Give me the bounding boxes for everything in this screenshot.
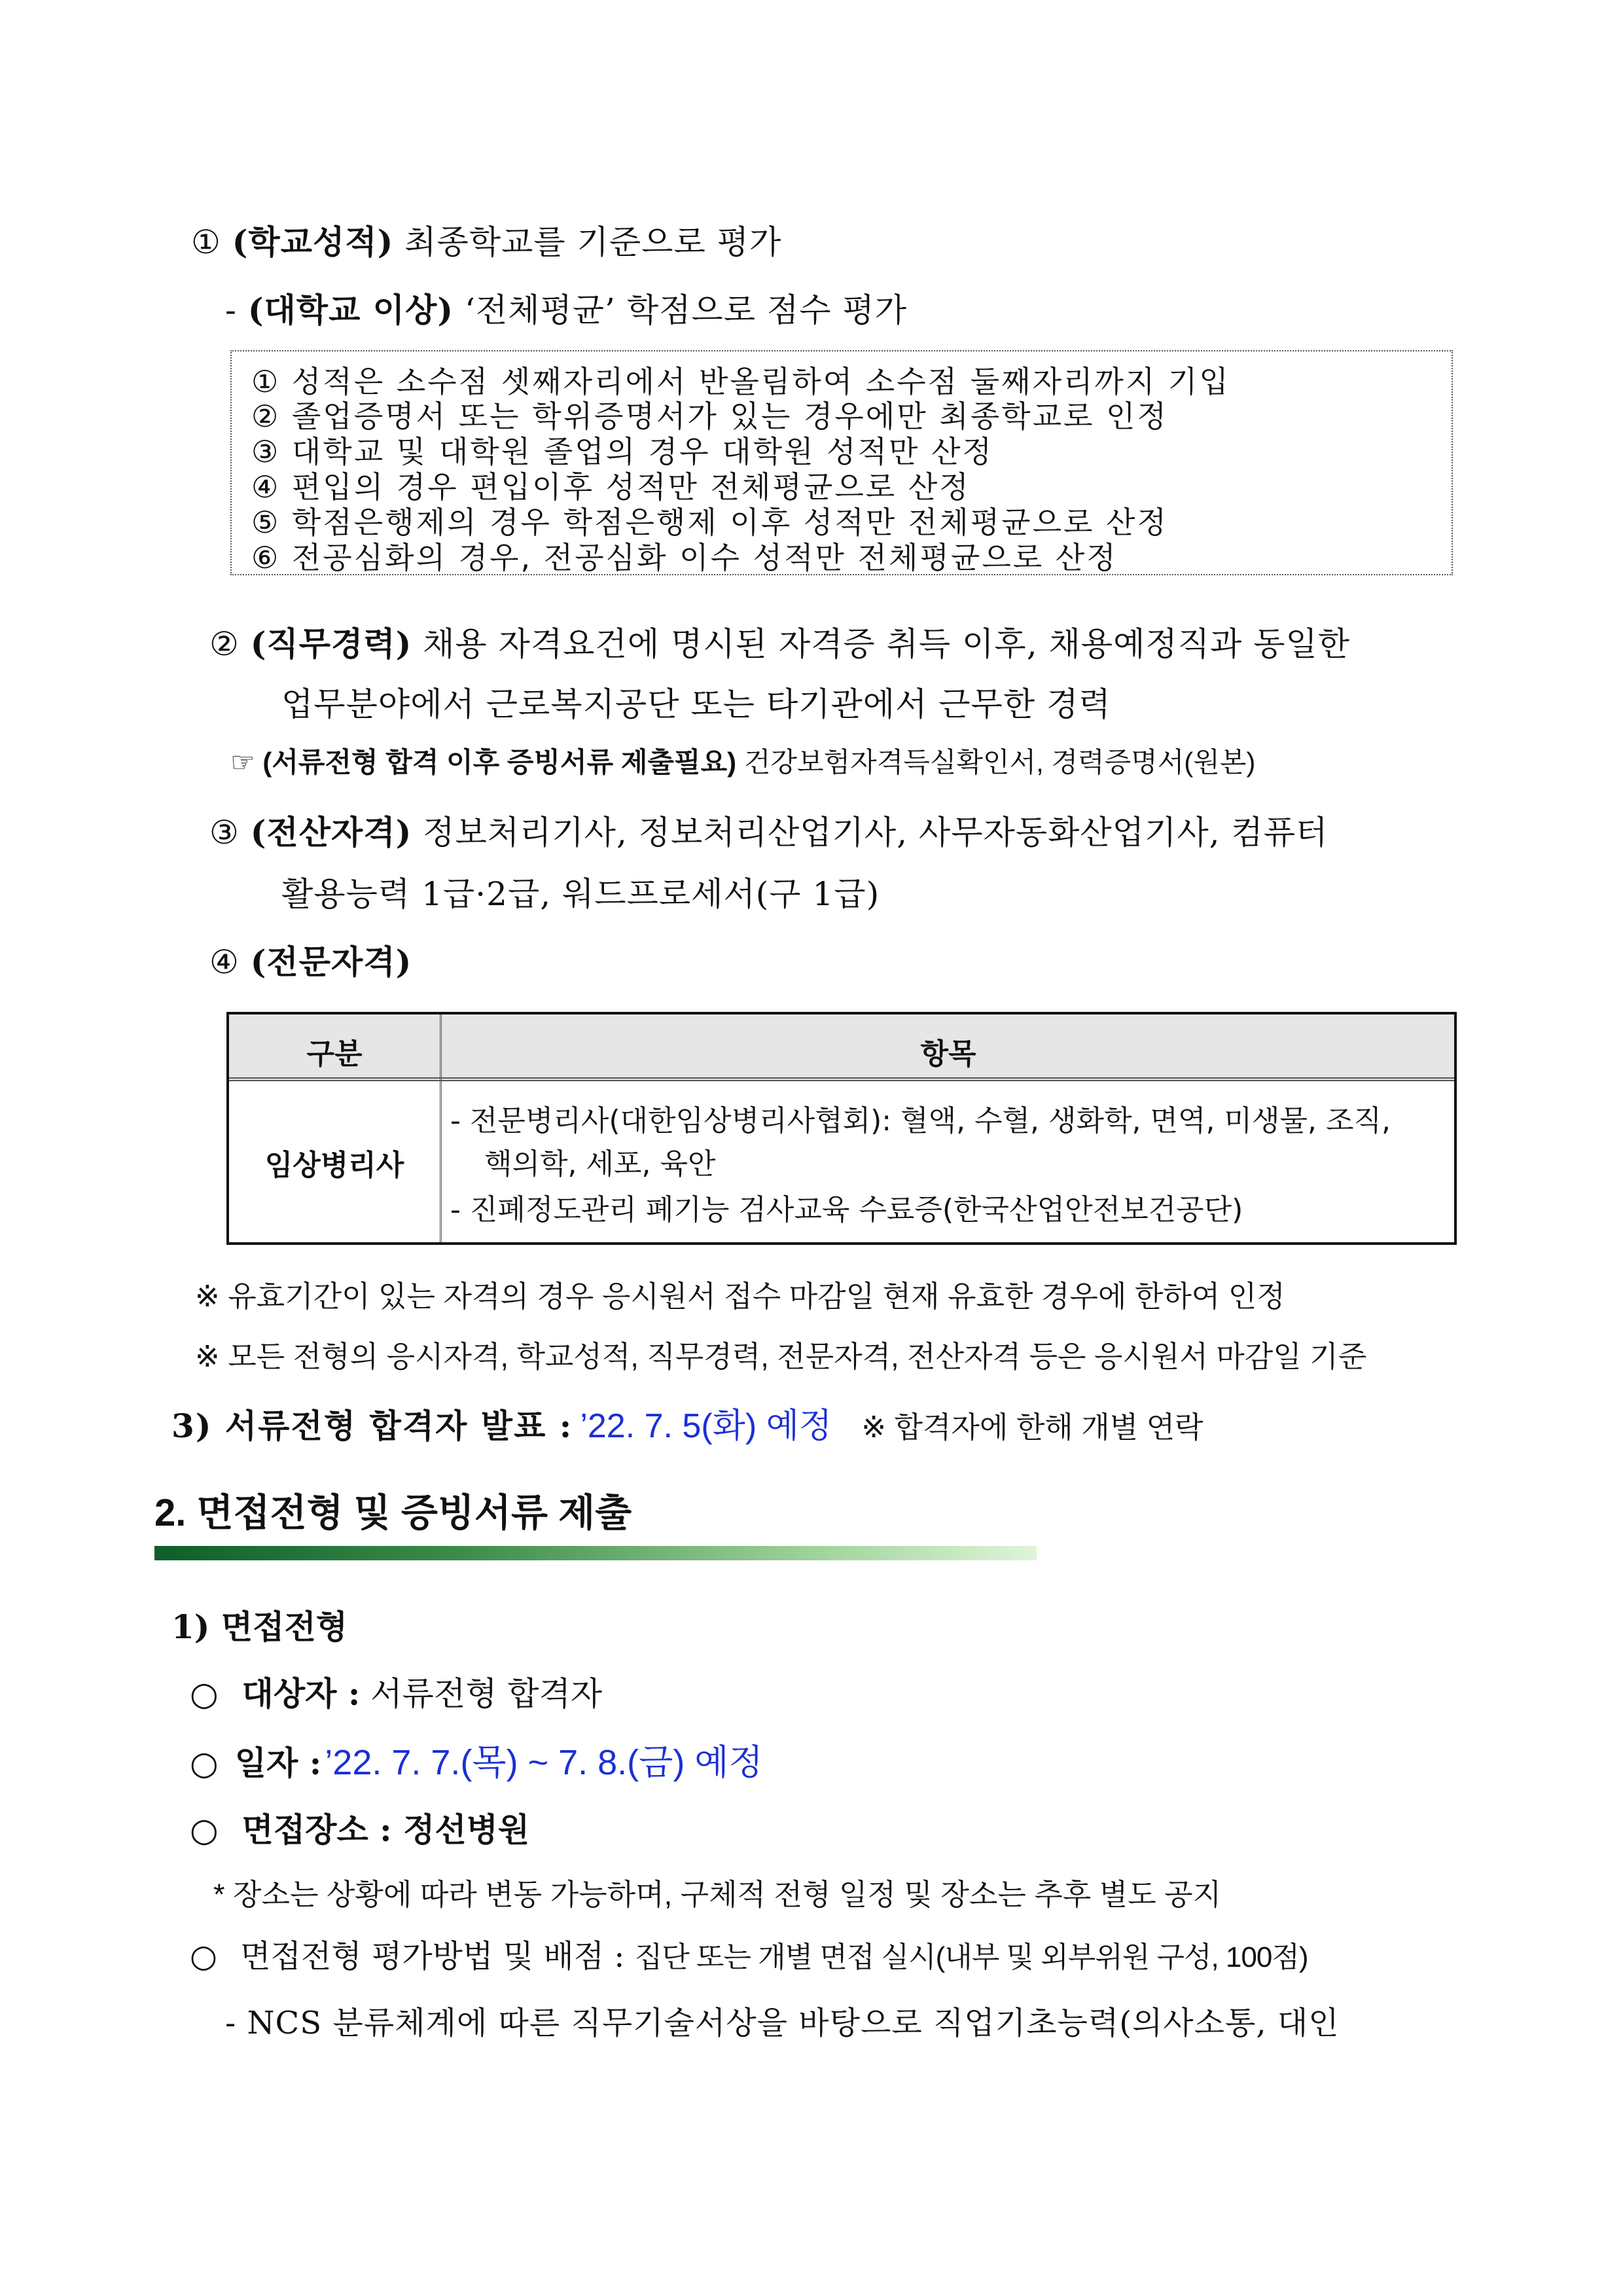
pro-cert-heading <box>209 936 412 983</box>
place-label: 면접장소 : 정선병원 <box>241 1810 530 1849</box>
bullet-icon: ○ <box>190 1744 219 1782</box>
target-label: 대상자 : <box>241 1674 361 1713</box>
target-value: 서류전형 합격자 <box>370 1675 603 1713</box>
item-marker: ③ <box>209 814 240 852</box>
school-grade-sub-title: (대학교 이상) <box>247 291 454 329</box>
it-cert-title: (전산자격) <box>250 813 412 852</box>
note-line: ③ 대학교 및 대학원 졸업의 경우 대학원 성적만 산정 <box>251 434 993 469</box>
it-cert-desc-2: 활용능력 1급·2급, 워드프로세서(구 1급) <box>281 875 880 913</box>
method-label: 면접전형 평가방법 및 배점 : <box>240 1938 625 1975</box>
section-underline <box>154 1546 1037 1560</box>
doc-result-label: 3) 서류전형 합격자 발표 : <box>171 1407 573 1445</box>
place-note: * 장소는 상황에 따라 변동 가능하며, 구체적 전형 일정 및 장소는 추후 별도 공지 <box>213 1878 1222 1911</box>
item-marker: ① <box>191 223 221 261</box>
note-line: ⑤ 학점은행제의 경우 학점은행제 이후 성적만 전체평균으로 산정 <box>251 505 1168 540</box>
ncs-line: - NCS 분류체계에 따른 직무기술서상을 바탕으로 직업기초능력(의사소통, 대인 <box>225 2005 1340 2041</box>
bullet-icon: ○ <box>190 1811 219 1849</box>
bullet-icon: ○ <box>190 1675 219 1713</box>
note-line: ① 성적은 소수점 셋째자리에서 반올림하여 소수점 둘째자리까지 기입 <box>251 364 1230 399</box>
pro-cert-table <box>226 1012 1457 1245</box>
section-heading: 2. 면접전형 및 증빙서류 제출 <box>154 1492 632 1534</box>
bullet-icon: ○ <box>190 1938 217 1975</box>
date-line <box>190 1734 763 1785</box>
doc-result-line <box>171 1398 1204 1447</box>
note-line: ④ 편입의 경우 편입이후 성적만 전체평균으로 산정 <box>251 469 971 505</box>
target-line <box>190 1668 602 1715</box>
table-row-label: 임상병리사 <box>264 1149 404 1182</box>
table-item-line: 핵의학, 세포, 육안 <box>484 1147 716 1181</box>
job-career-desc-2: 업무분야에서 근로복지공단 또는 타기관에서 근무한 경력 <box>281 685 1111 723</box>
school-grade-heading <box>191 216 781 263</box>
job-career-heading <box>209 618 1350 665</box>
sub-heading: 1) 면접전형 <box>171 1607 348 1646</box>
method-line <box>190 1931 1308 1976</box>
table-header-items: 항목 <box>920 1037 976 1071</box>
it-cert-desc-1: 정보처리기사, 정보처리산업기사, 사무자동화산업기사, 컴퓨터 <box>423 814 1329 852</box>
school-grade-sub <box>225 284 907 331</box>
date-label: 일자 : <box>234 1744 322 1782</box>
remark-line: ※ 유효기간이 있는 자격의 경우 응시원서 접수 마감일 현재 유효한 경우에 한하여 인정 <box>195 1280 1285 1313</box>
hand-pointer-icon: ☞ <box>230 747 255 778</box>
it-cert-heading <box>209 806 1328 853</box>
item-marker: ④ <box>209 943 240 981</box>
school-grade-sub-desc: ‘전체평균’ 학점으로 점수 평가 <box>464 291 908 329</box>
date-value: ’22. 7. 7.(목) ~ 7. 8.(금) 예정 <box>325 1743 763 1782</box>
doc-result-note: ※ 합격자에 한해 개별 연락 <box>861 1410 1204 1444</box>
school-grade-notes-box <box>230 350 1453 575</box>
method-value: 집단 또는 개별 면접 실시(내부 및 외부위원 구성, 100점) <box>634 1941 1308 1973</box>
table-item-line: - 진폐정도관리 폐기능 검사교육 수료증(한국산업안전보건공단) <box>450 1193 1243 1227</box>
job-career-title: (직무경력) <box>250 624 412 663</box>
dash: - <box>225 291 237 329</box>
pro-cert-title: (전문자격) <box>250 942 412 981</box>
school-grade-desc: 최종학교를 기준으로 평가 <box>404 223 782 261</box>
job-career-note-rest: 건강보험자격득실확인서, 경력증명서(원본) <box>743 747 1256 778</box>
item-marker: ② <box>209 625 240 663</box>
note-line: ② 졸업증명서 또는 학위증명서가 있는 경우에만 최종학교로 인정 <box>251 399 1168 434</box>
note-line: ⑥ 전공심화의 경우, 전공심화 이수 성적만 전체평균으로 산정 <box>251 540 1118 575</box>
job-career-note <box>230 741 1255 780</box>
school-grade-title: (학교성적) <box>232 223 394 261</box>
job-career-note-bold: (서류전형 합격 이후 증빙서류 제출필요) <box>262 747 737 778</box>
place-line <box>190 1804 529 1851</box>
remark-line: ※ 모든 전형의 응시자격, 학교성적, 직무경력, 전문자격, 전산자격 등은 응시원서 마감일 기준 <box>195 1340 1367 1373</box>
doc-result-date: ’22. 7. 5(화) 예정 <box>580 1407 832 1445</box>
table-item-line: - 전문병리사(대한임상병리사협회): 혈액, 수혈, 생화학, 면역, 미생물, 조직, <box>450 1104 1391 1138</box>
job-career-desc-1: 채용 자격요건에 명시된 자격증 취득 이후, 채용예정직과 동일한 <box>423 625 1351 663</box>
table-header-category: 구분 <box>306 1037 363 1071</box>
